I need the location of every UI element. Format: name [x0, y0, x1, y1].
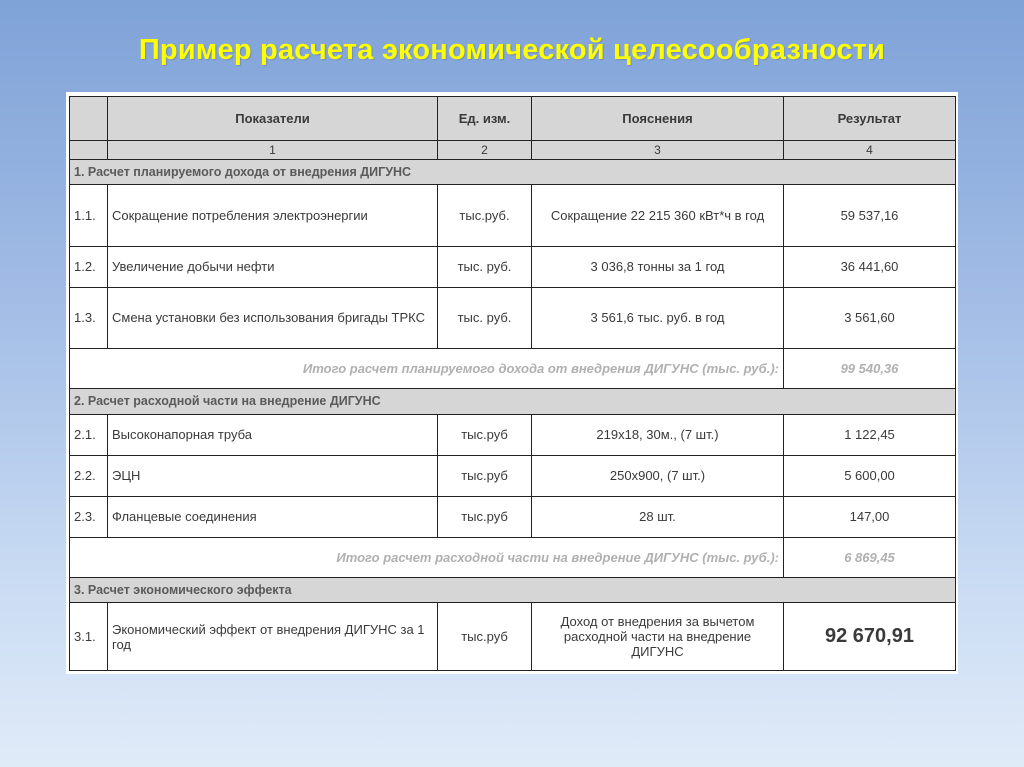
row-result: 59 537,16: [784, 185, 956, 247]
header-cell-indicators: Показатели: [108, 97, 438, 141]
column-number-cell: [70, 141, 108, 159]
column-number-cell: 2: [438, 141, 532, 159]
row-number: 1.2.: [70, 246, 108, 287]
table-row: [70, 287, 956, 349]
column-number-cell: 4: [784, 141, 956, 159]
row-note: 250х900, (7 шт.): [532, 455, 784, 496]
column-number-cell: 3: [532, 141, 784, 159]
row-indicator: Смена установки без использования бригады ТРКС: [108, 287, 438, 349]
row-unit: тыс.руб: [438, 455, 532, 496]
row-result: 147,00: [784, 496, 956, 537]
row-number: 3.1.: [70, 603, 108, 671]
row-indicator: ЭЦН: [108, 455, 438, 496]
header-cell-no: [70, 97, 108, 141]
table-row: [70, 496, 956, 537]
row-note: 219х18, 30м., (7 шт.): [532, 414, 784, 455]
row-unit: тыс.руб: [438, 414, 532, 455]
calculation-table-container: [66, 92, 958, 674]
section-header-row: [70, 159, 956, 185]
row-indicator: Фланцевые соединения: [108, 496, 438, 537]
row-note: 28 шт.: [532, 496, 784, 537]
row-number: 2.3.: [70, 496, 108, 537]
row-unit: тыс. руб.: [438, 246, 532, 287]
section-title: 2. Расчет расходной части на внедрение ДИГУНС: [70, 389, 956, 415]
section-title: 1. Расчет планируемого дохода от внедрения ДИГУНС: [70, 159, 956, 185]
column-number-row: [70, 141, 956, 159]
header-cell-unit: Ед. изм.: [438, 97, 532, 141]
section-total-value: 99 540,36: [784, 349, 956, 389]
row-number: 2.2.: [70, 455, 108, 496]
table-row: [70, 603, 956, 671]
row-number: 1.1.: [70, 185, 108, 247]
section-title: 3. Расчет экономического эффекта: [70, 577, 956, 603]
slide-title: Пример расчета экономической целесообразности: [138, 34, 886, 66]
row-result: 5 600,00: [784, 455, 956, 496]
row-indicator: Сокращение потребления электроэнергии: [108, 185, 438, 247]
row-unit: тыс.руб: [438, 603, 532, 671]
row-note: 3 561,6 тыс. руб. в год: [532, 287, 784, 349]
section-total-row: [70, 349, 956, 389]
row-indicator: Высоконапорная труба: [108, 414, 438, 455]
header-row: [70, 97, 956, 141]
row-result: 92 670,91: [784, 603, 956, 671]
section-total-label: Итого расчет расходной части на внедрение ДИГУНС (тыс. руб.):: [70, 537, 784, 577]
header-cell-result: Результат: [784, 97, 956, 141]
row-note: Доход от внедрения за вычетом расходной части на внедрение ДИГУНС: [532, 603, 784, 671]
row-result: 1 122,45: [784, 414, 956, 455]
row-number: 2.1.: [70, 414, 108, 455]
row-indicator: Увеличение добычи нефти: [108, 246, 438, 287]
calculation-table: [69, 96, 956, 671]
section-header-row: [70, 389, 956, 415]
row-note: Сокращение 22 215 360 кВт*ч в год: [532, 185, 784, 247]
table-row: [70, 185, 956, 247]
row-note: 3 036,8 тонны за 1 год: [532, 246, 784, 287]
section-total-row: [70, 537, 956, 577]
row-unit: тыс. руб.: [438, 287, 532, 349]
row-unit: тыс.руб: [438, 496, 532, 537]
row-unit: тыс.руб.: [438, 185, 532, 247]
table-row: [70, 246, 956, 287]
row-number: 1.3.: [70, 287, 108, 349]
column-number-cell: 1: [108, 141, 438, 159]
row-result: 36 441,60: [784, 246, 956, 287]
row-result: 3 561,60: [784, 287, 956, 349]
section-total-value: 6 869,45: [784, 537, 956, 577]
section-header-row: [70, 577, 956, 603]
header-cell-notes: Пояснения: [532, 97, 784, 141]
table-row: [70, 455, 956, 496]
row-indicator: Экономический эффект от внедрения ДИГУНС за 1 год: [108, 603, 438, 671]
section-total-label: Итого расчет планируемого дохода от внедрения ДИГУНС (тыс. руб.):: [70, 349, 784, 389]
table-row: [70, 414, 956, 455]
